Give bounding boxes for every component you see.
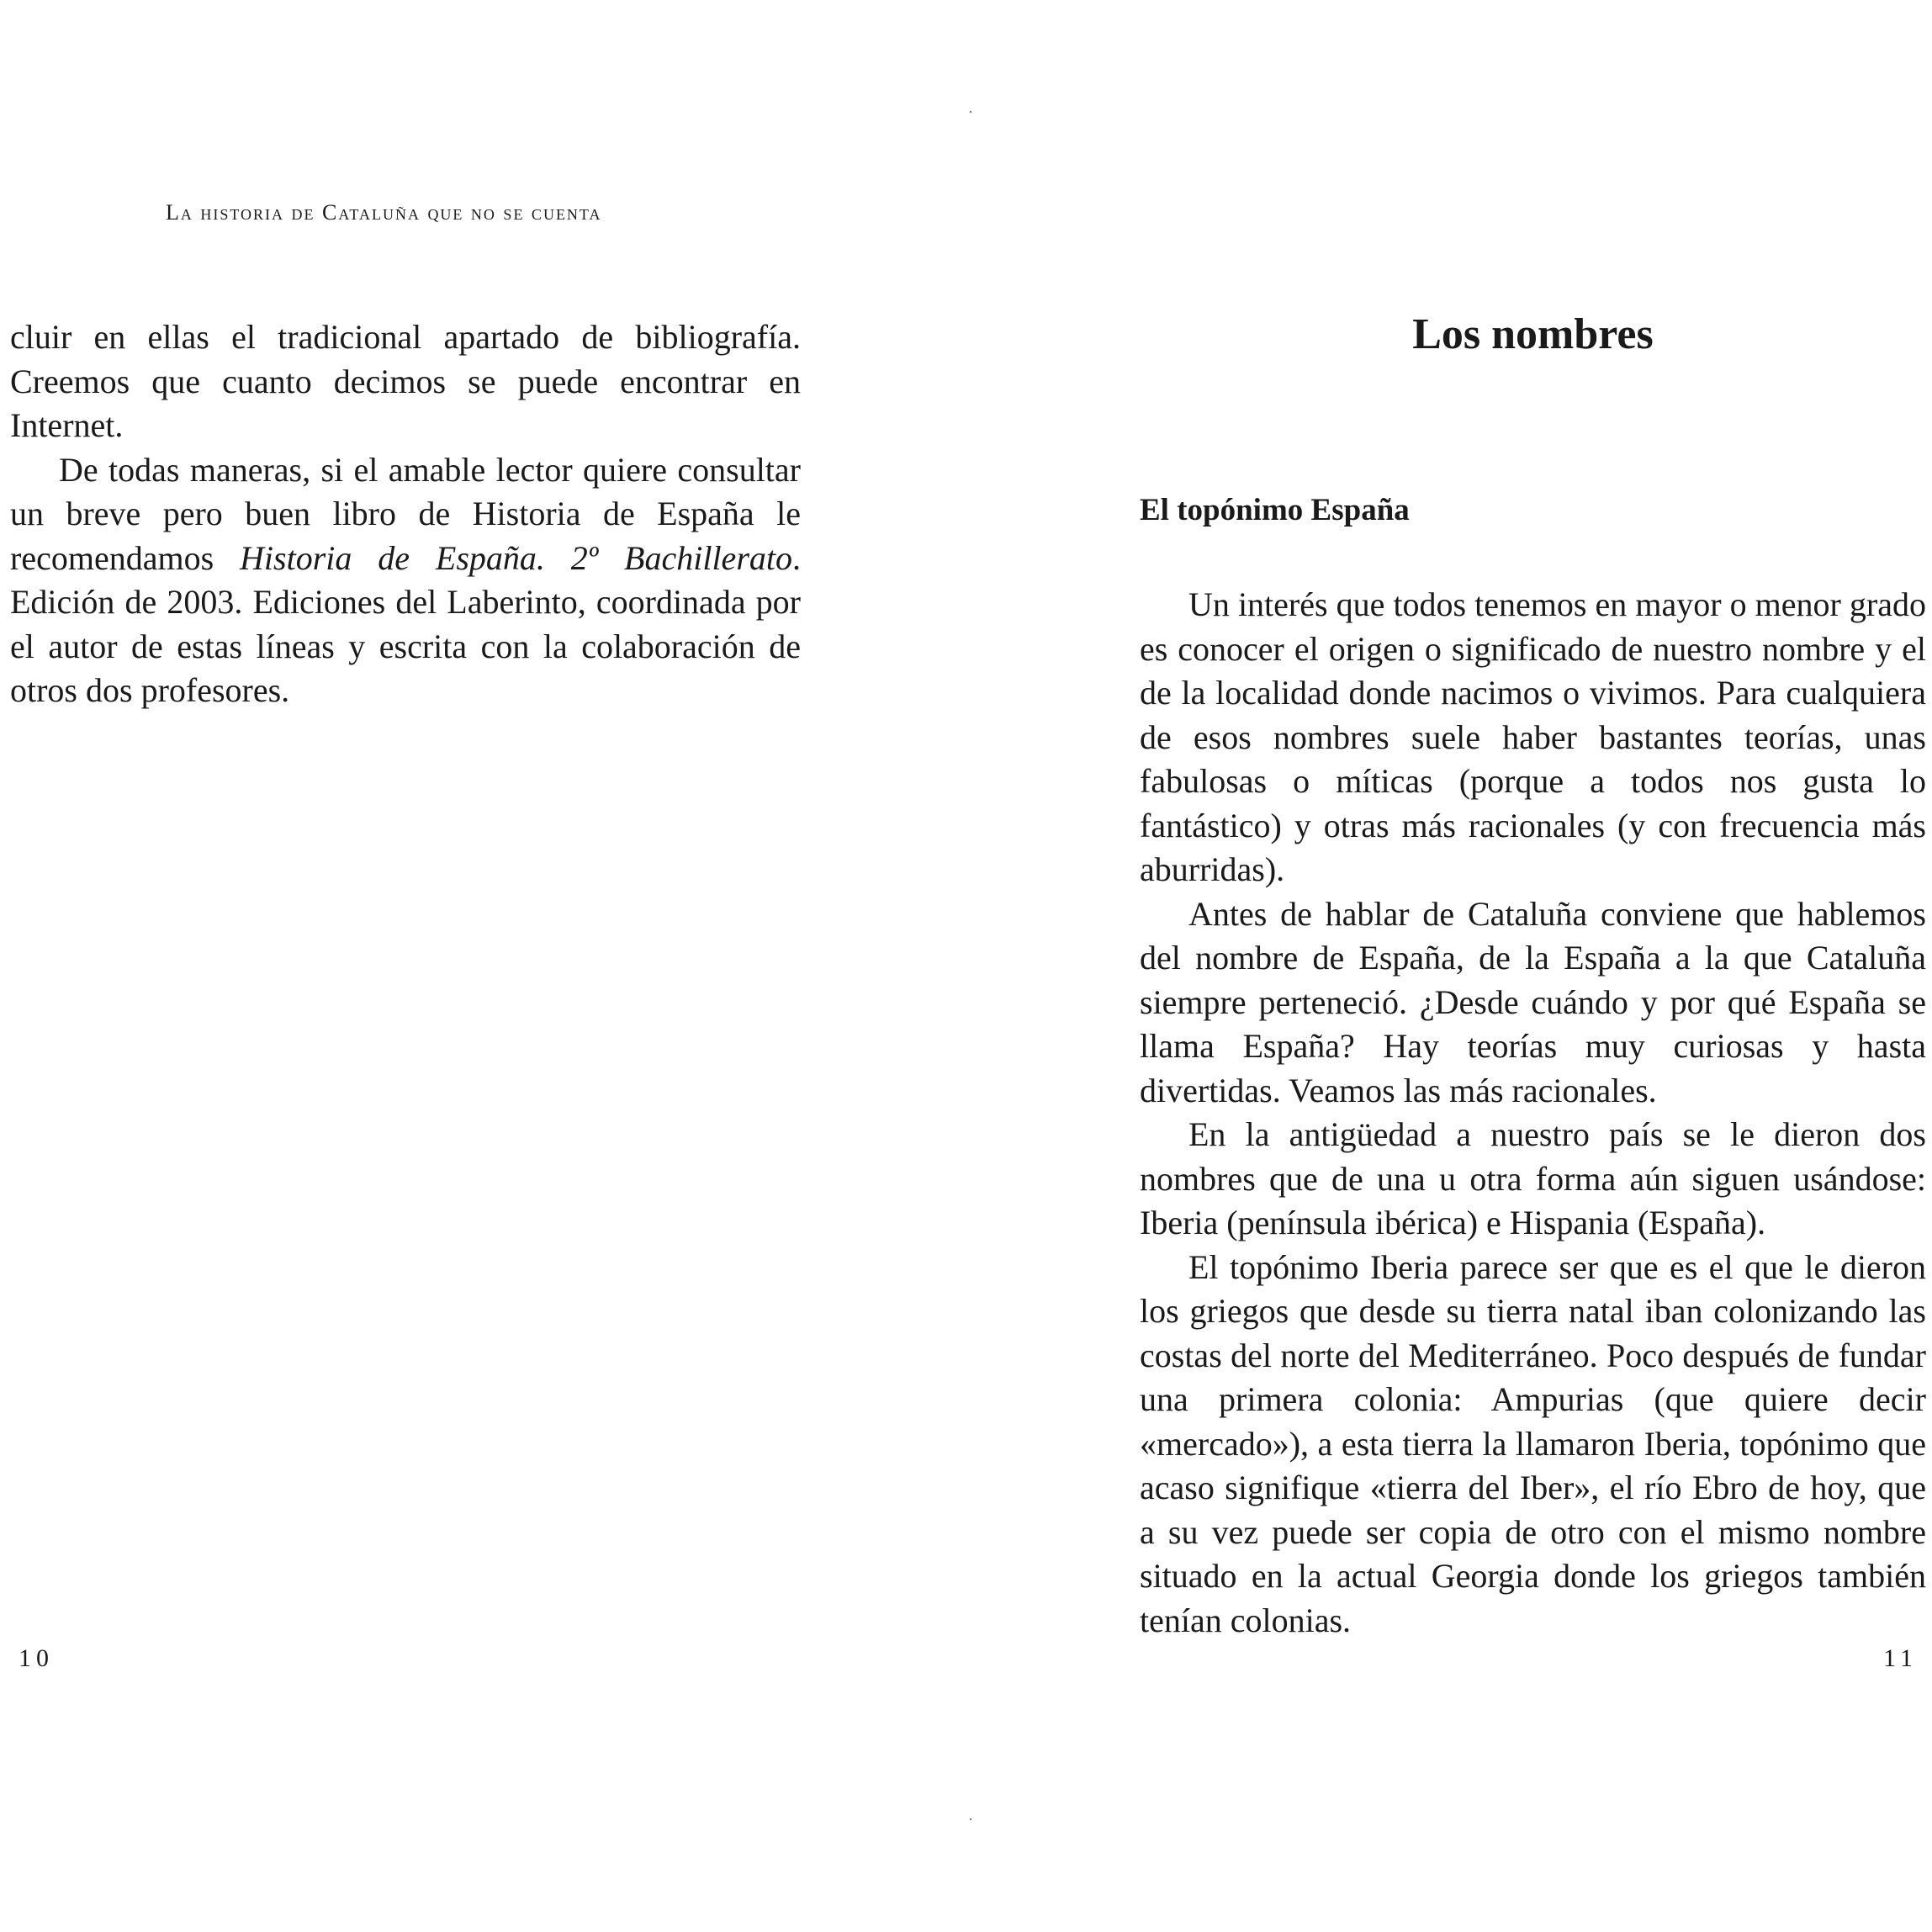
paragraph: cluir en ellas el tradicional apartado de bibliografía. Creemos que cuanto decimos se puede encontrar en Internet. [10, 318, 801, 444]
running-head: La historia de Cataluña que no se cuenta [166, 200, 602, 225]
page-number: 10 [19, 1644, 54, 1672]
page-number: 11 [1883, 1644, 1918, 1672]
crop-mark-bottom [970, 1818, 971, 1820]
paragraph: En la antigüedad a nuestro país se le dieron dos nombres que de una u otra forma aún siguen usándose: Iberia (península ibérica) e Hispania (España). [1140, 1115, 1926, 1241]
paragraph-text: De todas maneras, si el amable lector quiere consultar un breve pero buen libro de Historia de España le recomendamos [10, 450, 801, 577]
paragraph: Antes de hablar de Cataluña conviene que hablemos del nombre de España, de la España a la que Cataluña siempre perteneció. ¿Desde cuándo y por qué España se llama España? Hay teorías muy curiosas y hasta divertidas. Veamos las más racionales. [1140, 894, 1926, 1109]
paragraph: Un interés que todos tenemos en mayor o menor grado es conocer el origen o significado de nuestro nombre y el de la localidad donde nacimos o vivimos. Para cualquiera de esos nombres suele haber bastantes teorías, unas fabulosas o míticas (porque a todos nos gusta lo fantástico) y otras más racionales (y con frecuencia más aburridas). [1140, 585, 1926, 888]
paragraph [10, 448, 801, 713]
book-title-italic: Historia de España. 2º Bachillerato [240, 538, 792, 577]
paragraph-text: . Edición de 2003. Ediciones del Laberinto, coordinada por el autor de estas líneas y escrita con la colaboración de otros dos profesores. [10, 538, 801, 709]
left-body-text [10, 315, 801, 713]
crop-mark-top [970, 111, 971, 113]
chapter-title: Los nombres [1412, 310, 1654, 358]
paragraph: El topónimo Iberia parece ser que es el que le dieron los griegos que desde su tierra natal iban colonizando las costas del norte del Mediterráneo. Poco después de fundar una primera colonia: Ampurias (que quiere decir «mercado»), a esta tierra la llamaron Iberia, topónimo que acaso signifique «tierra del Iber», el río Ebro de hoy, que a su vez puede ser copia de otro con el mismo nombre situado en la actual Georgia donde los griegos también tenían colonias. [1140, 1247, 1926, 1639]
right-page [1140, 0, 1926, 1932]
section-title: El topónimo España [1140, 493, 1410, 527]
left-page [10, 0, 801, 1932]
right-body-text [1140, 583, 1926, 1643]
